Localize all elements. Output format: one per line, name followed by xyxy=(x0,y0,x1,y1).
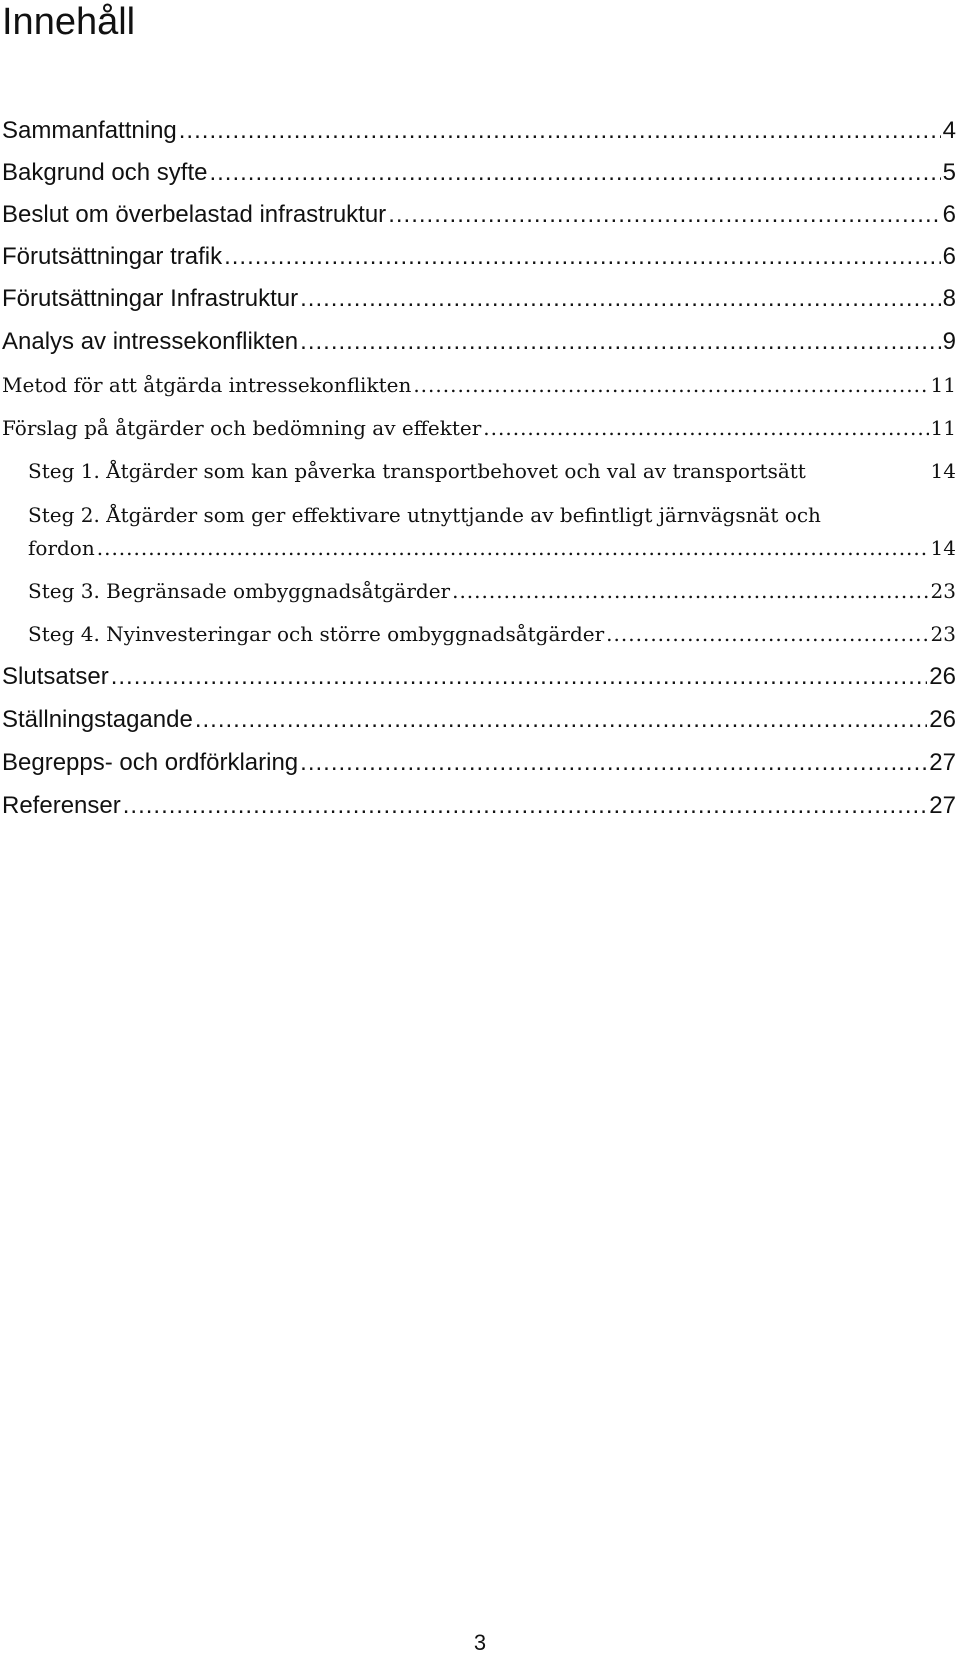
toc-entry-label: Steg 4. Nyinvesteringar och större ombyggnadsåtgärder xyxy=(28,622,605,646)
toc-entry-page: 9 xyxy=(942,328,956,355)
toc-entry-steg-4[interactable] xyxy=(28,619,956,649)
toc-entry-label: Steg 3. Begränsade ombyggnadsåtgärder xyxy=(28,579,451,603)
dot-leader xyxy=(224,242,941,272)
toc-entry-label: Slutsatser xyxy=(2,663,109,690)
toc-entry-label: Analys av intressekonflikten xyxy=(2,328,299,355)
toc-entry-label: fordon xyxy=(28,536,95,560)
toc-entry-stallningstagande[interactable] xyxy=(2,705,956,735)
toc-entry-steg-2[interactable] xyxy=(28,533,956,563)
toc-entry-label: Förslag på åtgärder och bedömning av effekter xyxy=(2,416,482,440)
toc-entry-sammanfattning[interactable] xyxy=(2,116,956,146)
toc-entry-label: Steg 1. Åtgärder som kan påverka transportbehovet och val av transportsätt xyxy=(28,459,806,483)
toc-entry-label: Metod för att åtgärda intressekonflikten xyxy=(2,373,412,397)
dot-leader xyxy=(111,662,928,692)
toc-entry-begrepps[interactable] xyxy=(2,748,956,778)
toc-entry-label: Sammanfattning xyxy=(2,117,177,144)
dot-leader xyxy=(209,158,940,188)
toc-entry-page: 14 xyxy=(930,536,956,560)
page-title: Innehåll xyxy=(2,1,136,43)
toc-entry-page: 14 xyxy=(930,459,956,483)
toc-entry-page: 6 xyxy=(942,201,956,228)
toc-entry-page: 23 xyxy=(930,579,956,603)
toc-entry-forutsattningar-trafik[interactable] xyxy=(2,242,956,272)
dot-leader xyxy=(483,413,928,443)
toc-entry-page: 23 xyxy=(930,622,956,646)
dot-leader xyxy=(179,116,941,146)
toc-entry-label: Förutsättningar Infrastruktur xyxy=(2,285,299,312)
toc-entry-forutsattningar-infrastruktur[interactable] xyxy=(2,284,956,314)
toc-entry-forslag[interactable] xyxy=(2,413,956,443)
dot-leader xyxy=(300,748,927,778)
toc-entry-slutsatser[interactable] xyxy=(2,662,956,692)
toc-entry-steg-3[interactable] xyxy=(28,576,956,606)
toc-entry-bakgrund[interactable] xyxy=(2,158,956,188)
toc-entry-page: 11 xyxy=(930,416,956,440)
toc-entry-steg-1[interactable] xyxy=(28,456,956,486)
dot-leader xyxy=(452,576,928,606)
toc-entry-page: 5 xyxy=(942,159,956,186)
toc-entry-page: 27 xyxy=(929,792,956,819)
dot-leader xyxy=(300,327,940,357)
toc-entry-page: 26 xyxy=(929,663,956,690)
toc-entry-page: 27 xyxy=(929,749,956,776)
dot-leader xyxy=(300,284,941,314)
toc-entry-page: 4 xyxy=(942,117,956,144)
footer-page-number: 3 xyxy=(473,1630,487,1655)
toc-entry-page: 26 xyxy=(929,706,956,733)
toc-entry-label: Referenser xyxy=(2,792,121,819)
toc-entry-metod[interactable] xyxy=(2,370,956,400)
toc-entry-label: Bakgrund och syfte xyxy=(2,159,208,186)
toc-entry-page: 8 xyxy=(942,285,956,312)
dot-leader xyxy=(388,200,940,230)
dot-leader xyxy=(195,705,927,735)
toc-entry-label: Beslut om överbelastad infrastruktur xyxy=(2,201,387,228)
dot-leader xyxy=(606,619,928,649)
toc-entry-label: Begrepps- och ordförklaring xyxy=(2,749,299,776)
dot-leader xyxy=(97,533,929,563)
toc-entry-label: Förutsättningar trafik xyxy=(2,243,223,270)
toc-entry-page: 6 xyxy=(942,243,956,270)
toc-entry-beslut[interactable] xyxy=(2,200,956,230)
toc-entry-page: 11 xyxy=(930,373,956,397)
toc-entry-label: Ställningstagande xyxy=(2,706,193,733)
dot-leader xyxy=(123,791,928,821)
toc-entry-referenser[interactable] xyxy=(2,791,956,821)
dot-leader xyxy=(413,370,928,400)
toc-entry-steg-2-line-1[interactable]: Steg 2. Åtgärder som ger effektivare utnyttjande av befintligt järnvägsnät och xyxy=(28,503,821,527)
toc-entry-analys[interactable] xyxy=(2,327,956,357)
